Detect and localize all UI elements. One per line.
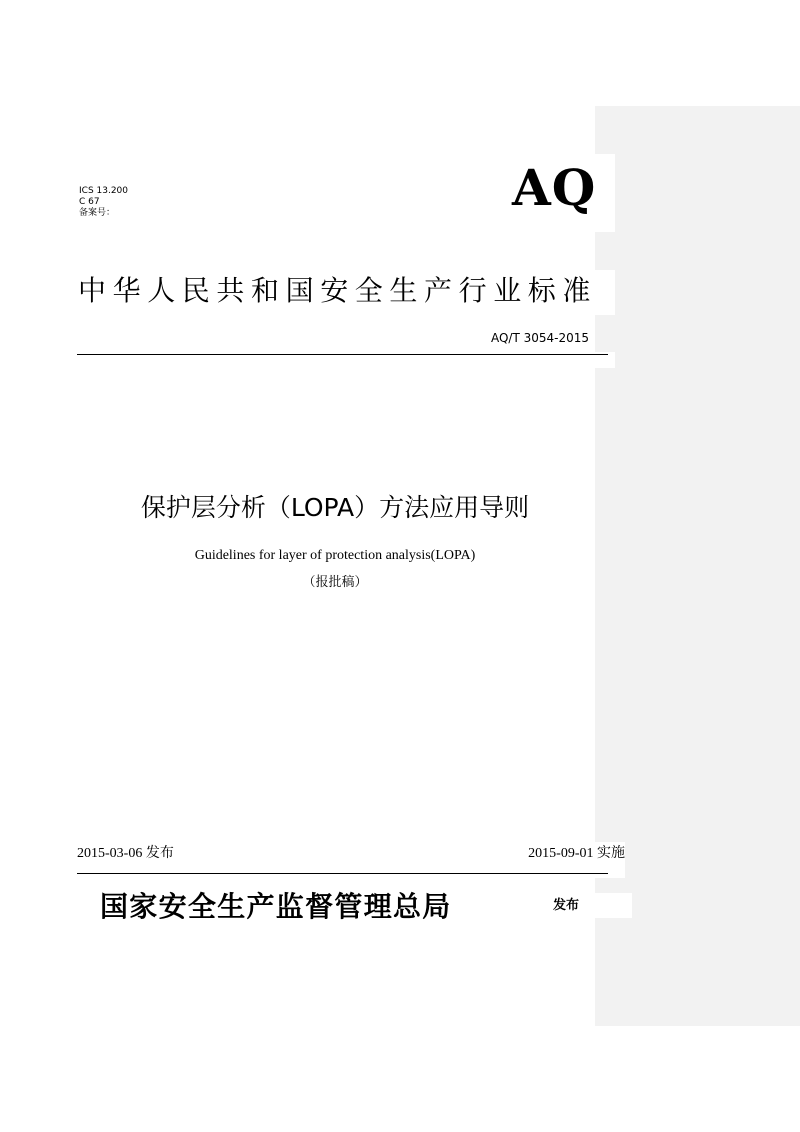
ccs-code: C 67 — [79, 197, 100, 207]
comment-pane — [595, 106, 800, 1026]
issue-date: 2015-03-06 发布 — [77, 846, 174, 861]
issued-label: 发布 — [553, 898, 580, 913]
document-status: （报批稿） — [302, 575, 368, 590]
footer-divider — [77, 873, 608, 874]
header-divider — [77, 354, 608, 355]
ics-code: ICS 13.200 — [79, 186, 129, 196]
issued-backdrop — [595, 893, 632, 918]
aq-logo: AQ — [512, 158, 597, 217]
document-title-english: Guidelines for layer of protection analysis(LOPA) — [194, 548, 476, 563]
document-title: 保护层分析（LOPA）方法应用导则 — [140, 493, 530, 522]
issuing-authority: 国家安全生产监督管理总局 — [100, 890, 452, 923]
title-backdrop — [595, 270, 615, 315]
implementation-date: 2015-09-01 实施 — [528, 846, 625, 861]
filing-number: 备案号： — [79, 208, 116, 218]
logo-backdrop — [595, 154, 615, 232]
industry-standard-title: 中华人民共和国安全生产行业标准 — [78, 274, 598, 307]
standard-number: AQ/T 3054-2015 — [490, 331, 589, 345]
